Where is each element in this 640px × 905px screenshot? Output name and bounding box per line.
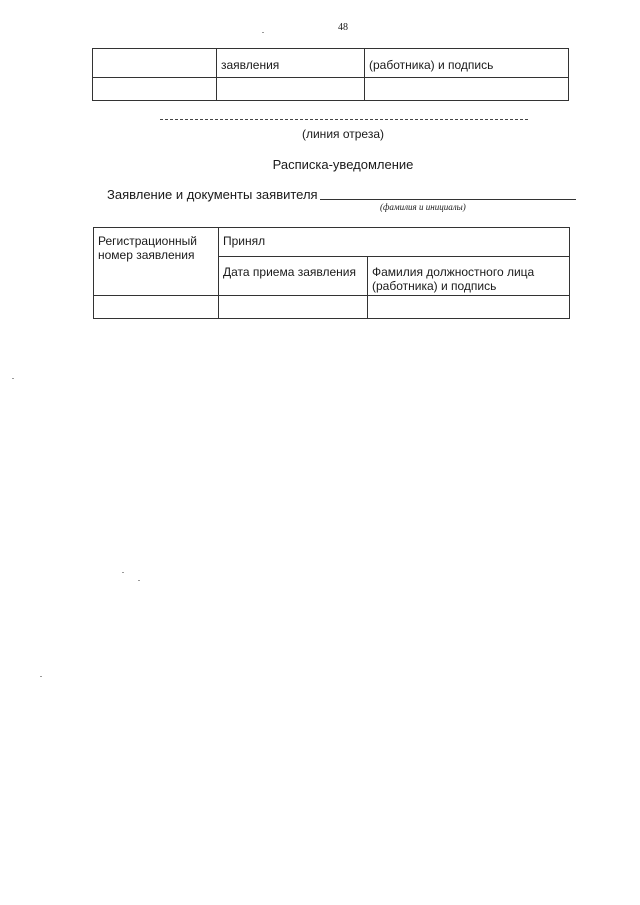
receipt-table [93, 227, 570, 319]
table-header-row [94, 228, 570, 257]
scan-speck [40, 676, 42, 677]
reg-number-header: Регистрационный номер заявления [94, 228, 219, 296]
scan-speck [122, 572, 124, 573]
table-cell [93, 78, 217, 101]
page-number: 48 [338, 22, 348, 33]
official-header: Фамилия должностного лица (работника) и подпись [368, 257, 570, 296]
scan-speck [12, 378, 14, 379]
receipt-title: Расписка-уведомление [272, 157, 414, 172]
table-cell [93, 49, 217, 78]
table-cell[interactable] [368, 296, 570, 319]
table-cell [365, 78, 569, 101]
date-header: Дата приема заявления [219, 257, 368, 296]
table-cell [217, 78, 365, 101]
cut-line [160, 119, 528, 120]
table-header-row [93, 49, 569, 78]
table-cell[interactable] [94, 296, 219, 319]
scan-speck [262, 32, 264, 33]
top-table [92, 48, 569, 101]
applicant-label: Заявление и документы заявителя [107, 187, 318, 202]
applicant-name-field[interactable] [320, 199, 576, 200]
applicant-hint: (фамилия и инициалы) [380, 202, 466, 212]
table-cell: заявления [217, 49, 365, 78]
table-cell: (работника) и подпись [365, 49, 569, 78]
scan-speck [138, 580, 140, 581]
cut-line-label: (линия отреза) [301, 127, 385, 141]
table-row [93, 78, 569, 101]
table-cell[interactable] [219, 296, 368, 319]
accepted-header: Принял [219, 228, 570, 257]
table-row [94, 296, 570, 319]
